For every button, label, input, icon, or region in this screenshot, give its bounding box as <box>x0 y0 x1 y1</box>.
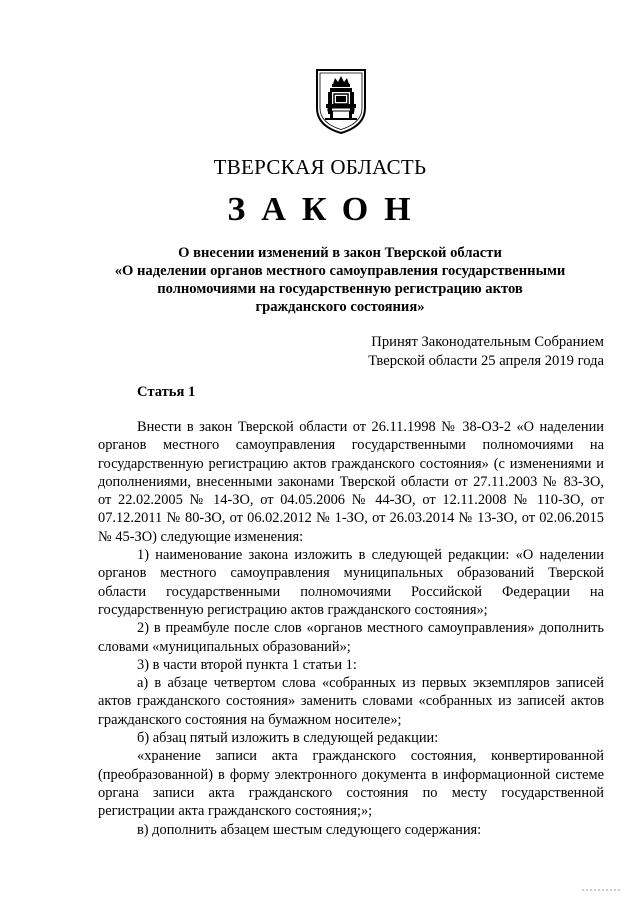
region-name: ТВЕРСКАЯ ОБЛАСТЬ <box>213 155 427 179</box>
coat-of-arms-emblem <box>313 66 369 136</box>
law-title-line: «О наделении органов местного самоуправления государственными <box>114 263 566 279</box>
document-type: ЗАКОН <box>227 191 427 228</box>
paragraph: а) в абзаце четвертом слова «собранных из первых экземпляров записей актов гражданского состояния» заменить словами «собранных из записей актов гражданского состояния на бумажном носителе»; <box>98 675 604 728</box>
article-body <box>98 418 604 839</box>
law-title-line: гражданского состояния» <box>255 299 425 315</box>
article-heading: Статья 1 <box>137 384 196 400</box>
paragraph: 2) в преамбуле после слов «органов местного самоуправления» дополнить словами «муниципальных образований»; <box>98 620 604 655</box>
paragraph: «хранение записи акта гражданского состояния, конвертированной (преобразованной) в форму электронного документа в информационной системе органа записи акта гражданского состояния по месту государственной регистрации акта гражданского состояния;»; <box>98 748 604 820</box>
paragraph: Внести в закон Тверской области от 26.11.1998 № 38-ОЗ-2 «О наделении органов местного самоуправления государственными полномочиями на государственную регистрацию актов гражданского состояния» (с изменениями и дополнениями, внесенными законами Тверской области от 27.11.2003 № 83-ЗО, от 22.02.2005 № 14-ЗО, от 04.05.2006 № 44-ЗО, от 12.11.2008 № 110-ЗО, от 07.12.2011 № 80-ЗО, от 06.02.2012 № 1-ЗО, от 26.03.2014 № 13-ЗО, от 02.06.2015 № 45-ЗО) следующие изменения: <box>98 419 604 545</box>
law-title-line: О внесении изменений в закон Тверской области <box>178 245 502 261</box>
scan-artifact-mark <box>582 888 622 892</box>
law-title-line: полномочиями на государственную регистрацию актов <box>157 281 523 297</box>
adoption-note-line: Принят Законодательным Собранием <box>371 334 604 350</box>
adoption-note <box>284 333 604 371</box>
law-title <box>60 244 620 316</box>
paragraph: в) дополнить абзацем шестым следующего содержания: <box>137 821 482 838</box>
adoption-note-line: Тверской области 25 апреля 2019 года <box>368 353 604 369</box>
paragraph: б) абзац пятый изложить в следующей редакции: <box>137 730 439 747</box>
paragraph: 3) в части второй пункта 1 статьи 1: <box>137 656 357 673</box>
paragraph: 1) наименование закона изложить в следующей редакции: «О наделении органов местного самоуправления муниципальных образований Тверской области государственными полномочиями Российской Федерации на государственную регистрацию актов гражданского состояния»; <box>98 547 604 618</box>
